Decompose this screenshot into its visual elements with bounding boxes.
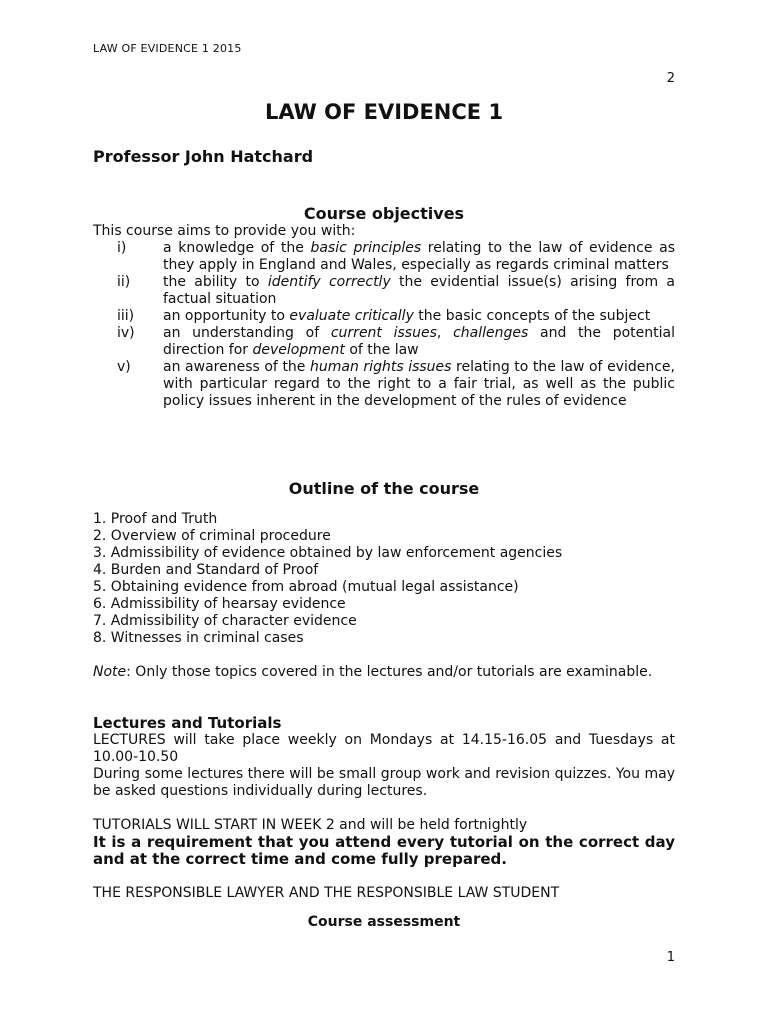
- note-label: Note: [93, 664, 127, 680]
- responsible-lawyer-heading: THE RESPONSIBLE LAWYER AND THE RESPONSIBLE LAW STUDENT: [93, 885, 560, 901]
- outline-item: 2. Overview of criminal procedure: [93, 528, 331, 544]
- author-name: Professor John Hatchard: [93, 147, 314, 166]
- lectures-heading: Lectures and Tutorials: [93, 714, 282, 732]
- outline-list: [93, 511, 675, 647]
- objective-number: iii): [117, 308, 135, 324]
- objective-item: [93, 359, 675, 410]
- outline-note: [93, 664, 675, 681]
- objective-item: [93, 274, 675, 308]
- header-page-number: 2: [666, 71, 675, 86]
- assessment-heading: Course assessment: [307, 914, 461, 930]
- outline-item: 6. Admissibility of hearsay evidence: [93, 596, 346, 612]
- note-text: : Only those topics covered in the lectures and/or tutorials are examinable.: [126, 664, 653, 680]
- objectives-list: [93, 240, 675, 410]
- running-header: LAW OF EVIDENCE 1 2015: [93, 42, 242, 55]
- objectives-heading: Course objectives: [303, 204, 465, 223]
- outline-item: 4. Burden and Standard of Proof: [93, 562, 319, 578]
- outline-item: 5. Obtaining evidence from abroad (mutual legal assistance): [93, 579, 519, 595]
- objective-number: iv): [117, 325, 135, 341]
- lectures-activities: During some lectures there will be small group work and revision quizzes. You may be asked questions individually during lectures.: [93, 766, 675, 799]
- objective-item: [93, 325, 675, 359]
- outline-heading: Outline of the course: [288, 479, 480, 498]
- outline-section: [93, 511, 675, 681]
- outline-item: 7. Admissibility of character evidence: [93, 613, 357, 629]
- outline-item: 8. Witnesses in criminal cases: [93, 630, 304, 646]
- tutorial-requirement: It is a requirement that you attend every tutorial on the correct day and at the correct time and come fully prepared.: [93, 833, 675, 868]
- footer-page-number: 1: [666, 950, 675, 965]
- objective-text: the ability to identify correctly the evidential issue(s) arising from a factual situation: [163, 274, 675, 307]
- objective-number: v): [117, 359, 131, 375]
- objective-text: an understanding of current issues, challenges and the potential direction for development of the law: [163, 325, 676, 358]
- objective-item: [93, 240, 675, 274]
- outline-item: 3. Admissibility of evidence obtained by law enforcement agencies: [93, 545, 563, 561]
- objective-text: an awareness of the human rights issues relating to the law of evidence, with particular regard to the right to a fair trial, as well as the public policy issues inherent in the development of the rules of evidence: [163, 359, 675, 409]
- objective-text: a knowledge of the basic principles relating to the law of evidence as they apply in England and Wales, especially as regards criminal matters: [163, 240, 675, 273]
- objective-item: [93, 308, 675, 325]
- objective-text: an opportunity to evaluate critically the basic concepts of the subject: [163, 308, 651, 324]
- tutorials-start: TUTORIALS WILL START IN WEEK 2 and will be held fortnightly: [93, 817, 528, 833]
- objectives-intro: This course aims to provide you with:: [93, 223, 356, 239]
- objectives-section: [93, 223, 675, 410]
- objective-number: i): [117, 240, 127, 256]
- objective-number: ii): [117, 274, 131, 290]
- lectures-schedule: LECTURES will take place weekly on Mondays at 14.15-16.05 and Tuesdays at 10.00-10.50: [93, 732, 675, 765]
- lectures-section: [93, 715, 675, 945]
- outline-item: 1. Proof and Truth: [93, 511, 218, 527]
- document-title: LAW OF EVIDENCE 1: [264, 100, 504, 124]
